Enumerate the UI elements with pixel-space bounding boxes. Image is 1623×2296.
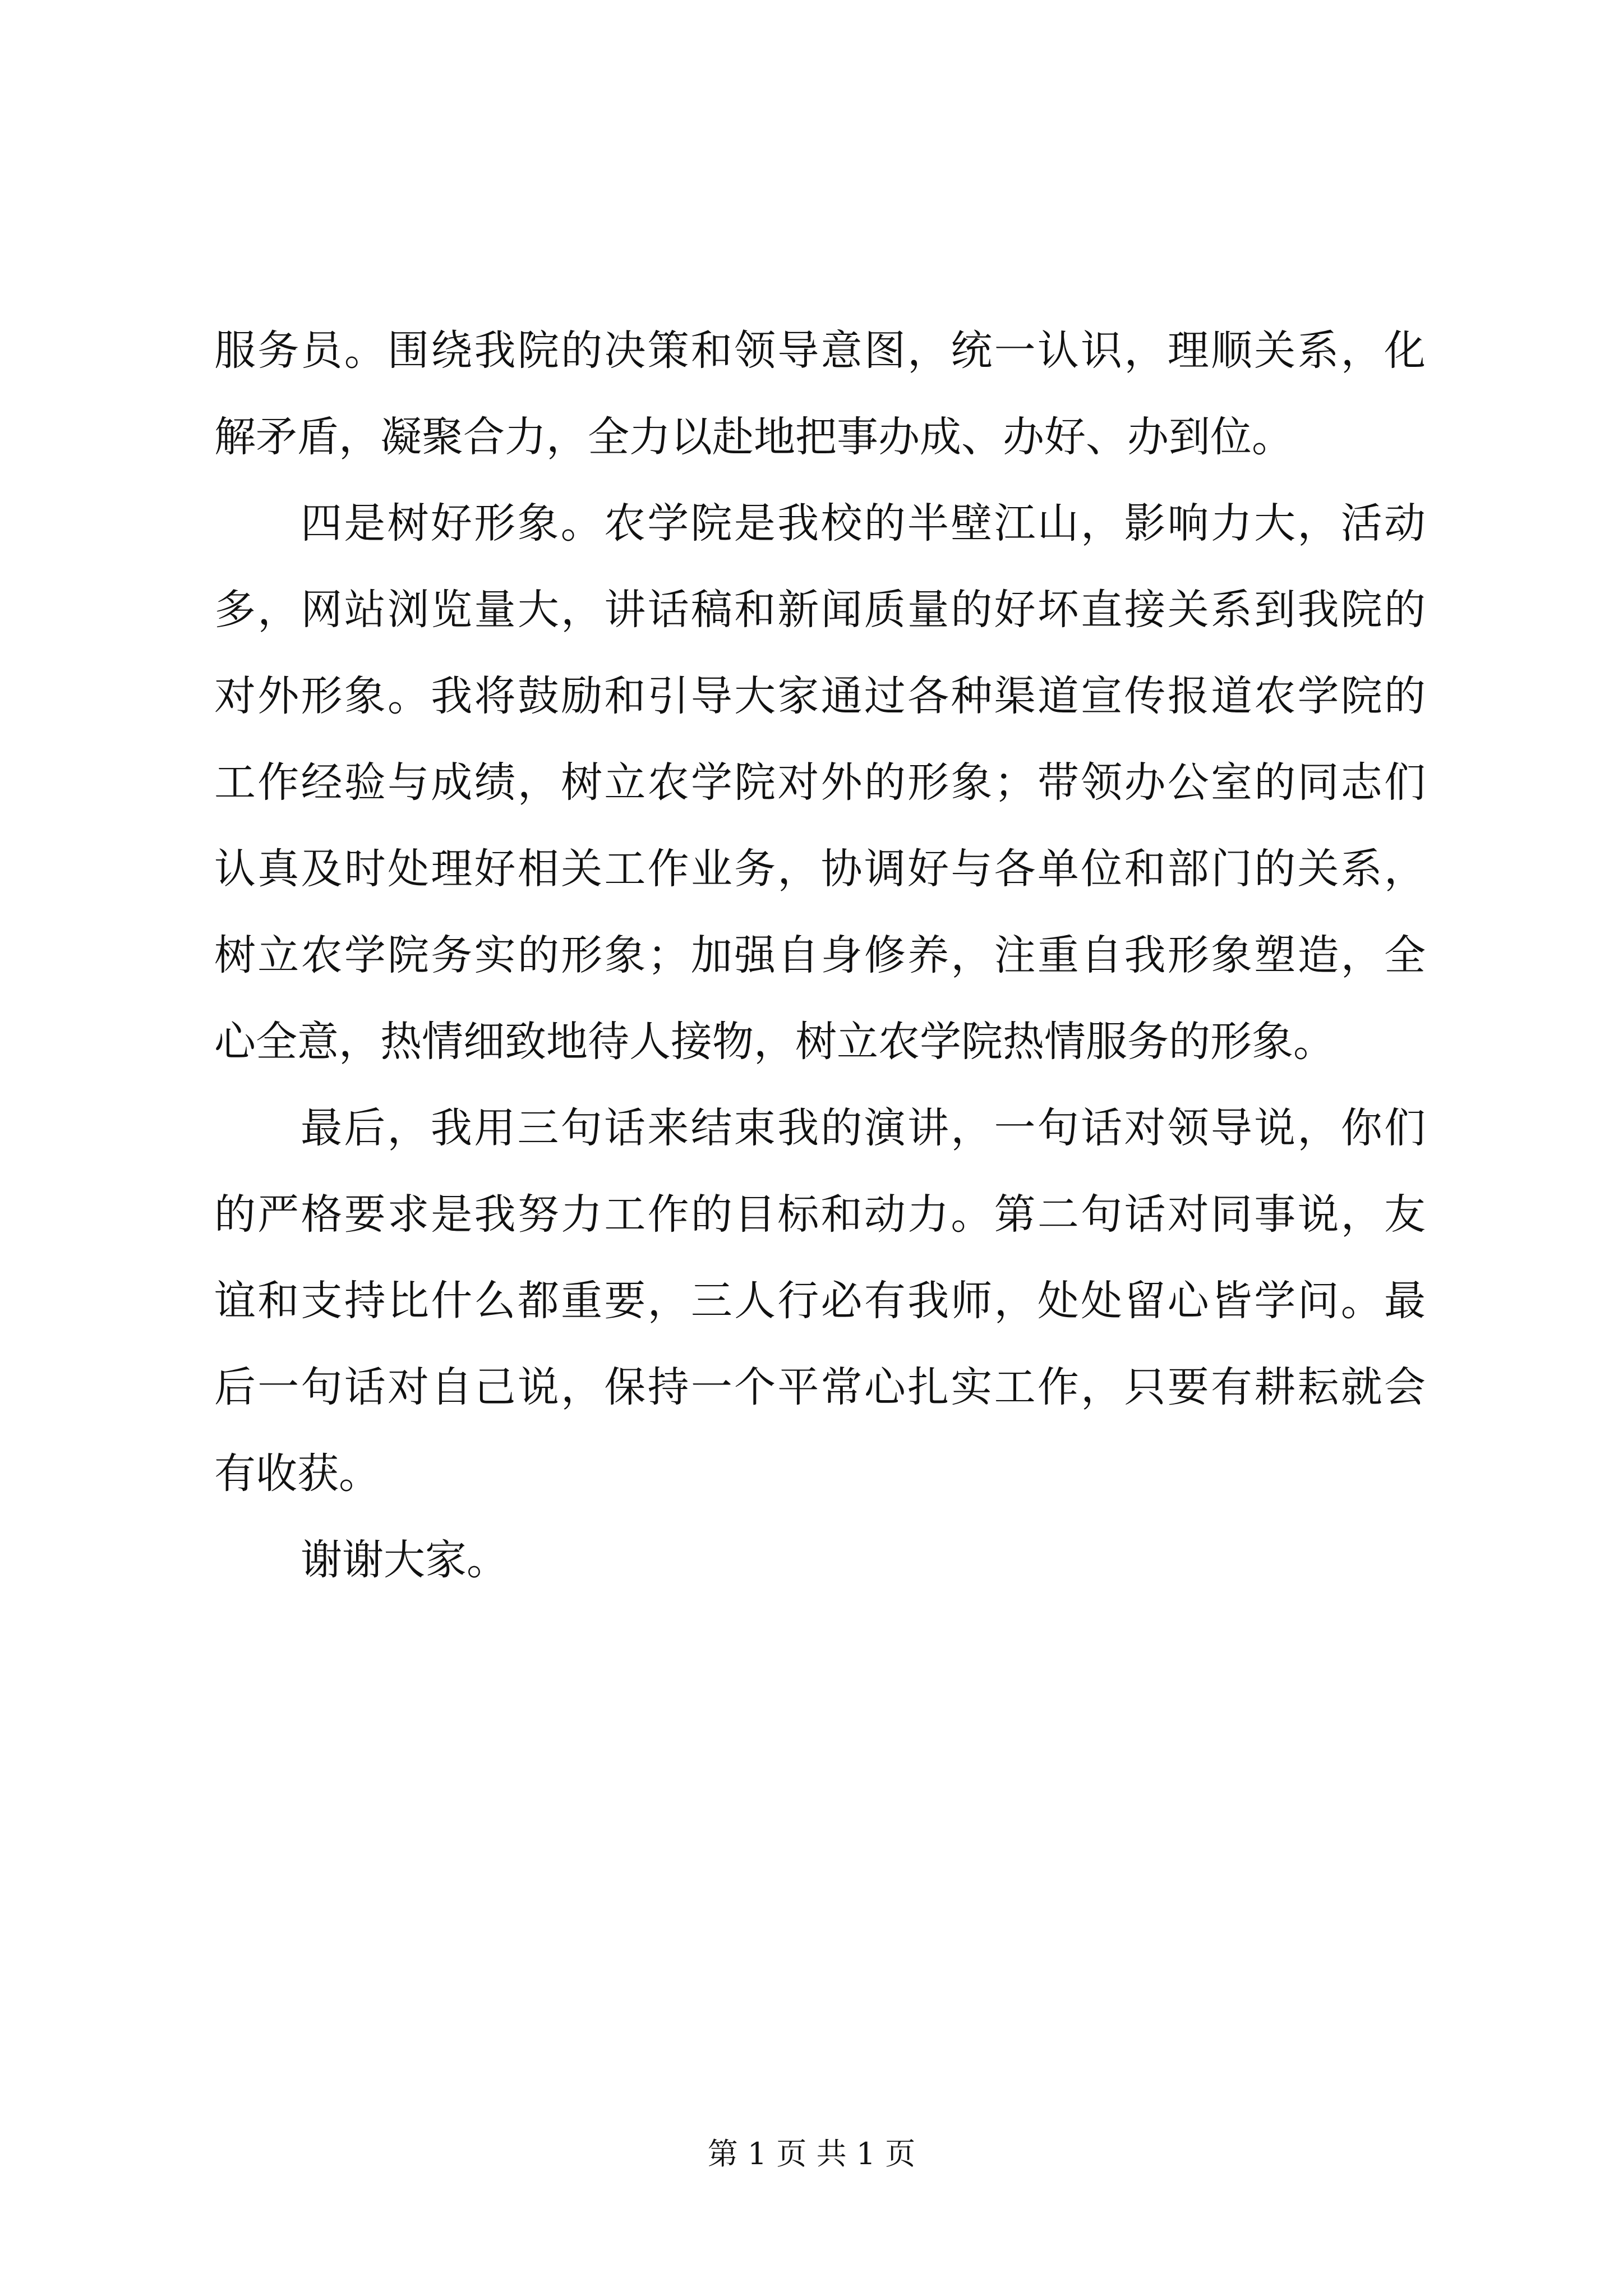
text-line-4: 多，网站浏览量大，讲话稿和新闻质量的好坏直接关系到我院的: [214, 586, 1426, 634]
body-text: [214, 307, 1426, 1603]
text-line-14: 有收获。: [214, 1450, 380, 1498]
text-line-3: 四是树好形象。农学院是我校的半壁江山，影响力大，活动: [301, 499, 1426, 547]
text-line-9: 心全意，热情细致地待人接物，树立农学院热情服务的形象。: [214, 1018, 1335, 1066]
text-line-7: 认真及时处理好相关工作业务，协调好与各单位和部门的关系，: [214, 845, 1426, 893]
text-line-8: 树立农学院务实的形象；加强自身修养，注重自我形象塑造，全: [214, 931, 1426, 979]
text-line-10: 最后，我用三句话来结束我的演讲，一句话对领导说，你们: [301, 1104, 1426, 1152]
page-footer: 第 1 页 共 1 页: [707, 2136, 916, 2171]
text-line-11: 的严格要求是我努力工作的目标和动力。第二句话对同事说，友: [214, 1190, 1426, 1239]
text-line-2: 解矛盾，凝聚合力，全力以赴地把事办成、办好、办到位。: [214, 413, 1293, 461]
text-line-1: 服务员。围绕我院的决策和领导意图，统一认识，理顺关系，化: [214, 326, 1426, 375]
text-line-5: 对外形象。我将鼓励和引导大家通过各种渠道宣传报道农学院的: [214, 672, 1426, 720]
text-line-13: 后一句话对自己说，保持一个平常心扎实工作，只要有耕耘就会: [214, 1363, 1426, 1411]
text-line-12: 谊和支持比什么都重要，三人行必有我师，处处留心皆学问。最: [214, 1277, 1426, 1325]
text-line-6: 工作经验与成绩，树立农学院对外的形象；带领办公室的同志们: [214, 758, 1426, 807]
text-line-15: 谢谢大家。: [301, 1536, 508, 1584]
